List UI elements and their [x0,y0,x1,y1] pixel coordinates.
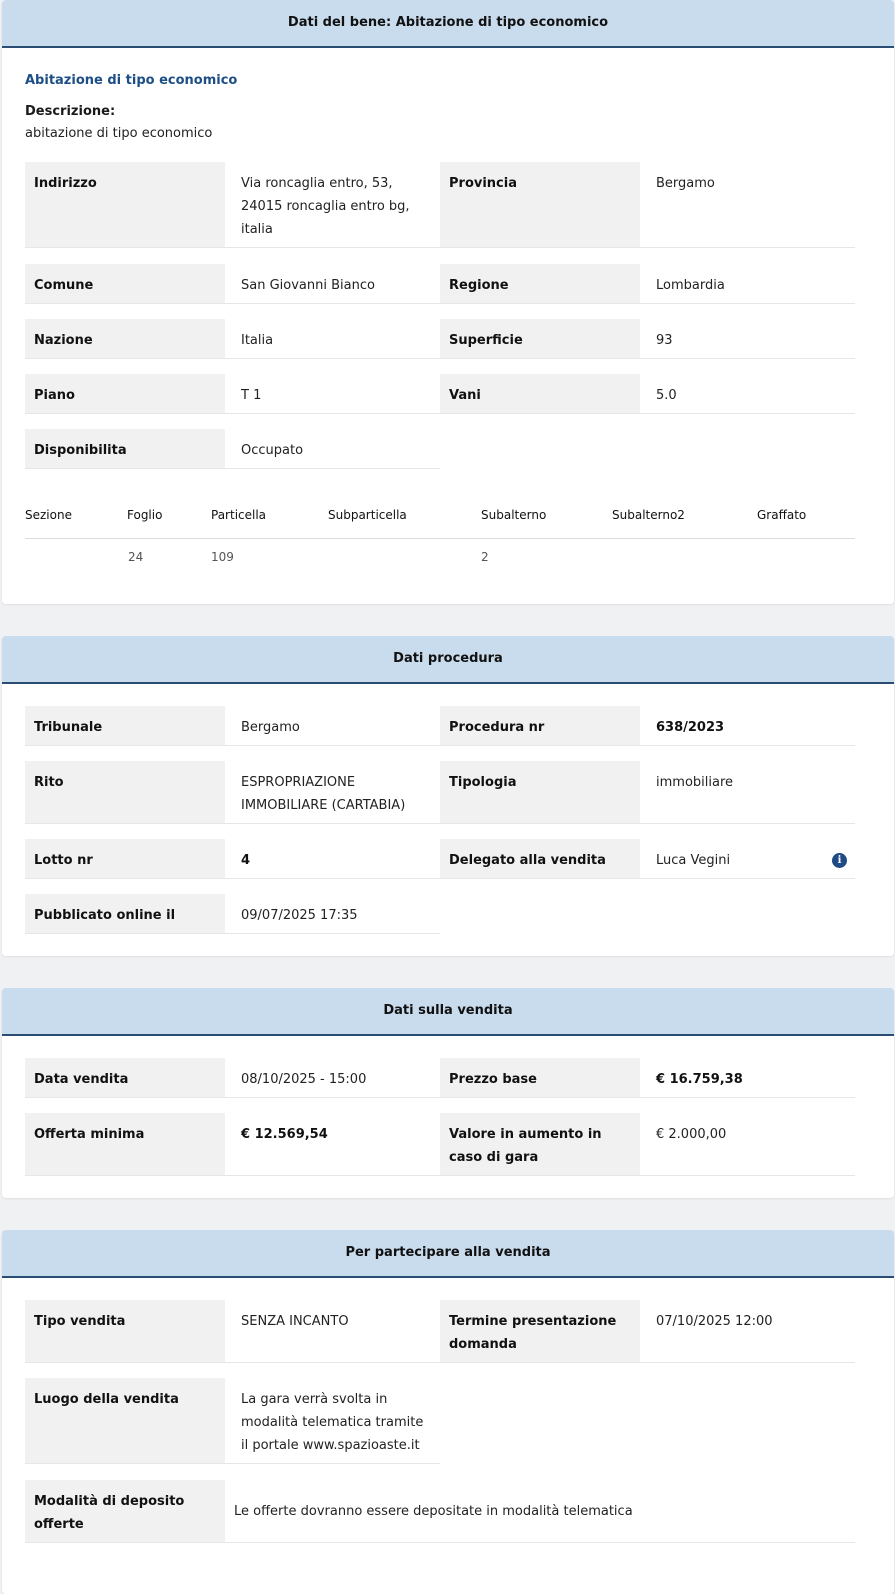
data-vendita-label: Data vendita [25,1058,225,1098]
procedura-card [2,636,894,956]
disponibilita-value: Occupato [225,429,440,469]
tribunale-value: Bergamo [225,706,440,746]
tipo-vendita-label: Tipo vendita [25,1300,225,1363]
description-label: Descrizione: [25,104,116,119]
offerta-minima-label: Offerta minima [25,1113,225,1176]
tipo-vendita-value: SENZA INCANTO [225,1300,440,1363]
bene-subtitle: Abitazione di tipo economico [25,73,238,88]
delegato-label: Delegato alla vendita [440,839,640,879]
prezzo-base-label: Prezzo base [440,1058,640,1098]
piano-label: Piano [25,374,225,414]
catasto-divider [25,538,855,539]
deposito-label: Modalità di deposito offerte [25,1480,225,1543]
vendita-header: Dati sulla vendita [2,988,894,1036]
description-text: abitazione di tipo economico [25,126,213,141]
catasto-col-subparticella: Subparticella [328,508,407,522]
vani-value: 5.0 [640,374,855,414]
indirizzo-value: Via roncaglia entro, 53, 24015 roncaglia entro bg, italia [225,162,440,248]
catasto-col-foglio: Foglio [127,508,163,522]
catasto-col-graffato: Graffato [757,508,807,522]
nazione-label: Nazione [25,319,225,359]
luogo-value: La gara verrà svolta in modalità telematica tramite il portale www.spazioaste.it [225,1378,440,1464]
provincia-value: Bergamo [640,162,855,248]
procedura-header: Dati procedura [2,636,894,684]
vendita-card [2,988,894,1198]
catasto-col-subalterno: Subalterno [481,508,547,522]
tribunale-label: Tribunale [25,706,225,746]
nazione-value: Italia [225,319,440,359]
comune-label: Comune [25,264,225,304]
procedura-nr-label: Procedura nr [440,706,640,746]
catasto-col-sezione: Sezione [25,508,72,522]
partecipare-card [2,1230,894,1594]
catasto-cell-foglio: 24 [128,550,144,564]
procedura-nr-value: 638/2023 [640,706,855,746]
partecipare-header: Per partecipare alla vendita [2,1230,894,1278]
data-vendita-value: 08/10/2025 - 15:00 [225,1058,440,1098]
tipologia-label: Tipologia [440,761,640,824]
bene-card [2,0,894,604]
tipologia-value: immobiliare [640,761,855,824]
lotto-value: 4 [225,839,440,879]
regione-label: Regione [440,264,640,304]
bene-header: Dati del bene: Abitazione di tipo economico [2,0,894,48]
regione-value: Lombardia [640,264,855,304]
aumento-value: € 2.000,00 [640,1113,855,1176]
pubblicato-label: Pubblicato online il [25,894,225,934]
superficie-label: Superficie [440,319,640,359]
offerta-minima-value: € 12.569,54 [225,1113,440,1176]
info-icon[interactable]: i [832,853,847,868]
catasto-cell-subalterno: 2 [481,550,489,564]
vani-label: Vani [440,374,640,414]
delegato-name: Luca Vegini [656,853,731,868]
disponibilita-label: Disponibilita [25,429,225,469]
prezzo-base-value: € 16.759,38 [640,1058,855,1098]
termine-value: 07/10/2025 12:00 [640,1300,855,1363]
catasto-col-subalterno2: Subalterno2 [612,508,685,522]
piano-value: T 1 [225,374,440,414]
termine-label: Termine presentazione domanda [440,1300,640,1363]
provincia-label: Provincia [440,162,640,248]
rito-label: Rito [25,761,225,824]
catasto-cell-particella: 109 [211,550,234,564]
aumento-label: Valore in aumento in caso di gara [440,1113,640,1176]
lotto-label: Lotto nr [25,839,225,879]
comune-value: San Giovanni Bianco [225,264,440,304]
catasto-col-particella: Particella [211,508,267,522]
rito-value: ESPROPRIAZIONE IMMOBILIARE (CARTABIA) [225,761,440,824]
delegato-value [640,839,855,879]
pubblicato-value: 09/07/2025 17:35 [225,894,440,934]
deposito-value: Le offerte dovranno essere depositate in modalità telematica [225,1480,855,1543]
indirizzo-label: Indirizzo [25,162,225,248]
luogo-label: Luogo della vendita [25,1378,225,1464]
superficie-value: 93 [640,319,855,359]
